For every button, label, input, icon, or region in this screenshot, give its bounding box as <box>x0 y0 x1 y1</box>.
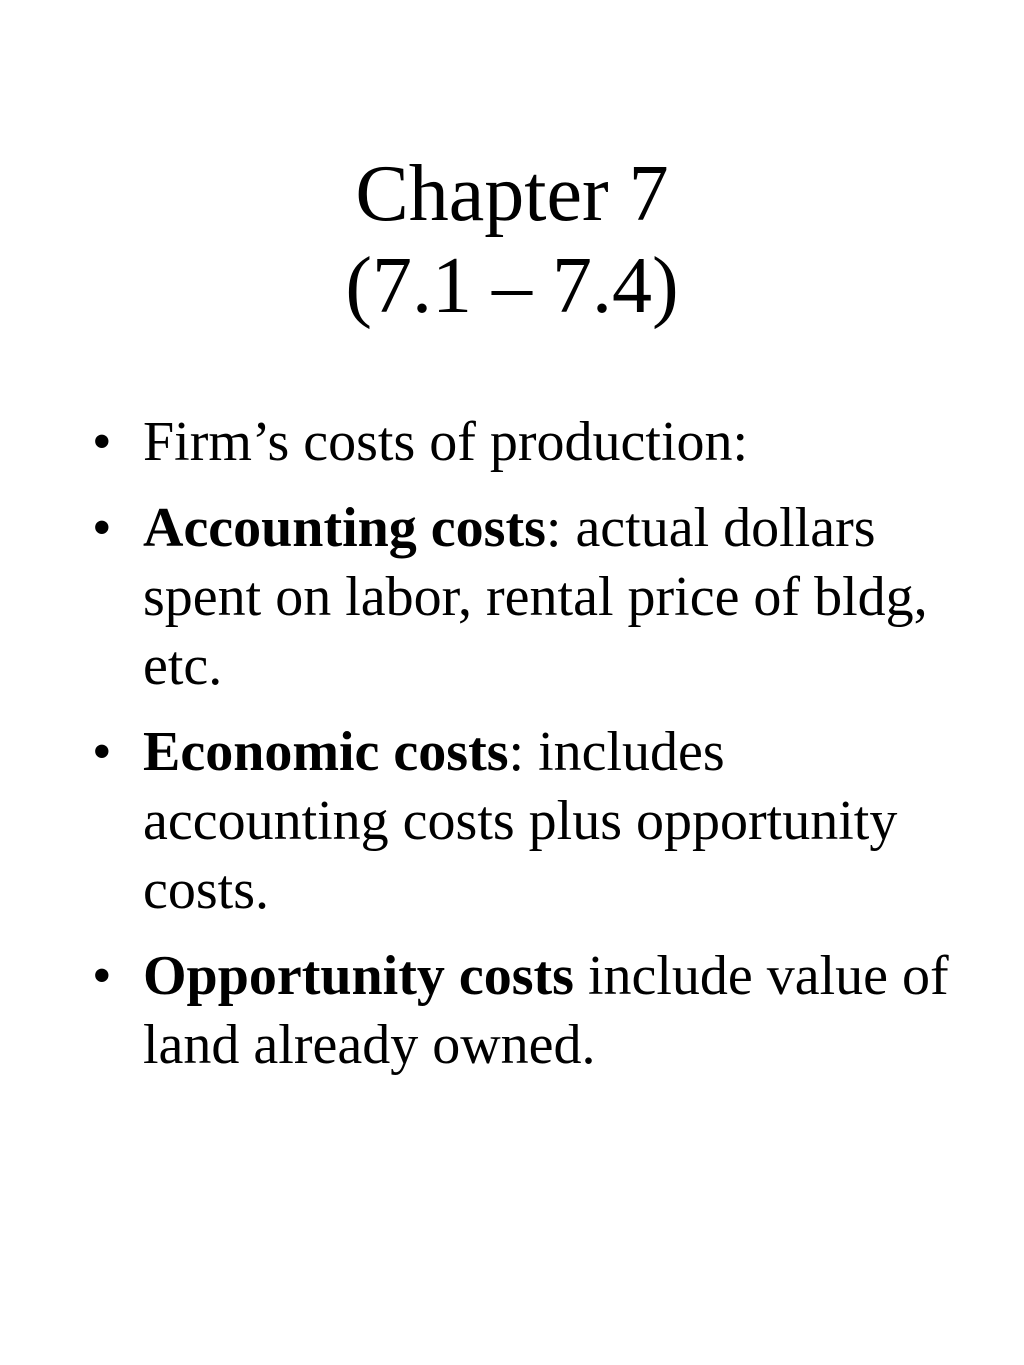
title-line-1: Chapter 7 <box>355 150 669 238</box>
bullet-icon: • <box>92 497 112 559</box>
bullet-item <box>92 408 952 477</box>
bullet-term: Opportunity costs <box>143 945 574 1007</box>
bullet-term: Accounting costs <box>143 497 546 559</box>
bullet-list <box>92 408 952 1097</box>
bullet-icon: • <box>92 945 112 1007</box>
bullet-item <box>92 494 952 701</box>
slide-title <box>0 148 1024 332</box>
bullet-text: : includes accounting costs plus opportunity costs. <box>143 721 898 921</box>
bullet-text: Firm’s costs of production: <box>143 411 749 473</box>
bullet-item <box>92 942 952 1080</box>
bullet-icon: • <box>92 411 112 473</box>
title-line-2: (7.1 – 7.4) <box>345 242 679 330</box>
bullet-text: include value of land already owned. <box>143 945 949 1076</box>
bullet-text: : actual dollars spent on labor, rental price of bldg, etc. <box>143 497 928 697</box>
bullet-term: Economic costs <box>143 721 509 783</box>
bullet-item <box>92 718 952 925</box>
bullet-icon: • <box>92 721 112 783</box>
